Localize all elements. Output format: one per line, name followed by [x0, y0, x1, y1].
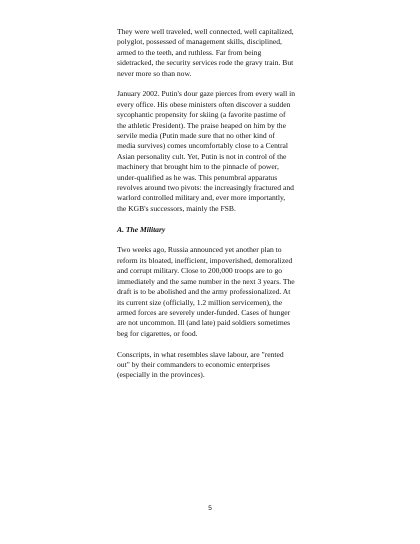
page-number: 5	[208, 505, 212, 512]
text-line: sycophantic propensity for skiing (a favorite pastime of	[117, 110, 286, 120]
text-line: machinery that brought him to the pinnacle of power,	[117, 162, 279, 172]
section-heading: A. The Military	[117, 224, 166, 234]
text-line: polyglot, possessed of management skills, disciplined,	[117, 37, 282, 47]
text-line: media survives) comes uncomfortably close to a Central	[117, 141, 289, 151]
text-line: its current size (officially, 1.2 million servicemen), the	[117, 297, 283, 307]
text-line: the athletic President). The praise heaped on him by the	[117, 120, 286, 130]
paragraph-conscripts	[117, 350, 323, 381]
paragraph-security-services	[117, 27, 323, 79]
text-line: Asian personality cult. Yet, Putin is not in control of the	[117, 151, 287, 161]
text-line: under-qualified as he was. This penumbral apparatus	[117, 172, 278, 182]
text-line: Two weeks ago, Russia announced yet another plan to	[117, 245, 282, 255]
text-line: are not uncommon. Ill (and late) paid soldiers sometimes	[117, 318, 291, 328]
text-line: out" by their commanders to economic enterprises	[117, 359, 270, 369]
text-line: armed forces are severely under-funded. Cases of hunger	[117, 307, 291, 317]
text-column	[117, 27, 323, 391]
text-line: reform its bloated, inefficient, impoverished, demoralized	[117, 255, 293, 265]
text-line: draft is to be abolished and the army professionalized. At	[117, 287, 291, 297]
text-line: and corrupt military. Close to 200,000 troops are to go	[117, 266, 283, 276]
text-line: beg for cigarettes, or food.	[117, 328, 198, 338]
text-line: (especially in the provinces).	[117, 370, 205, 380]
text-line: January 2002. Putin's dour gaze pierces from every wall in	[117, 89, 296, 99]
text-line: sidetracked, the security services rode the gravy train. But	[117, 58, 294, 68]
text-line: revolves around two pivots: the increasingly fractured and	[117, 183, 294, 193]
text-line: Conscripts, in what resembles slave labour, are "rented	[117, 349, 284, 359]
paragraph-putin-2002	[117, 89, 323, 214]
text-line: warlord controlled military and, ever more importantly,	[117, 193, 286, 203]
text-line: never more so than now.	[117, 68, 192, 78]
text-line: They were well traveled, well connected, well capitalized,	[117, 27, 294, 36]
paragraph-military-reform	[117, 245, 323, 339]
text-line: immediately and the same number in the next 3 years. The	[117, 276, 295, 286]
text-line: servile media (Putin made sure that no other kind of	[117, 131, 275, 141]
text-line: the KGB's successors, mainly the FSB.	[117, 203, 236, 213]
text-line: every office. His obese ministers often discover a sudden	[117, 99, 291, 109]
text-line: armed to the teeth, and ruthless. Far from being	[117, 47, 262, 57]
